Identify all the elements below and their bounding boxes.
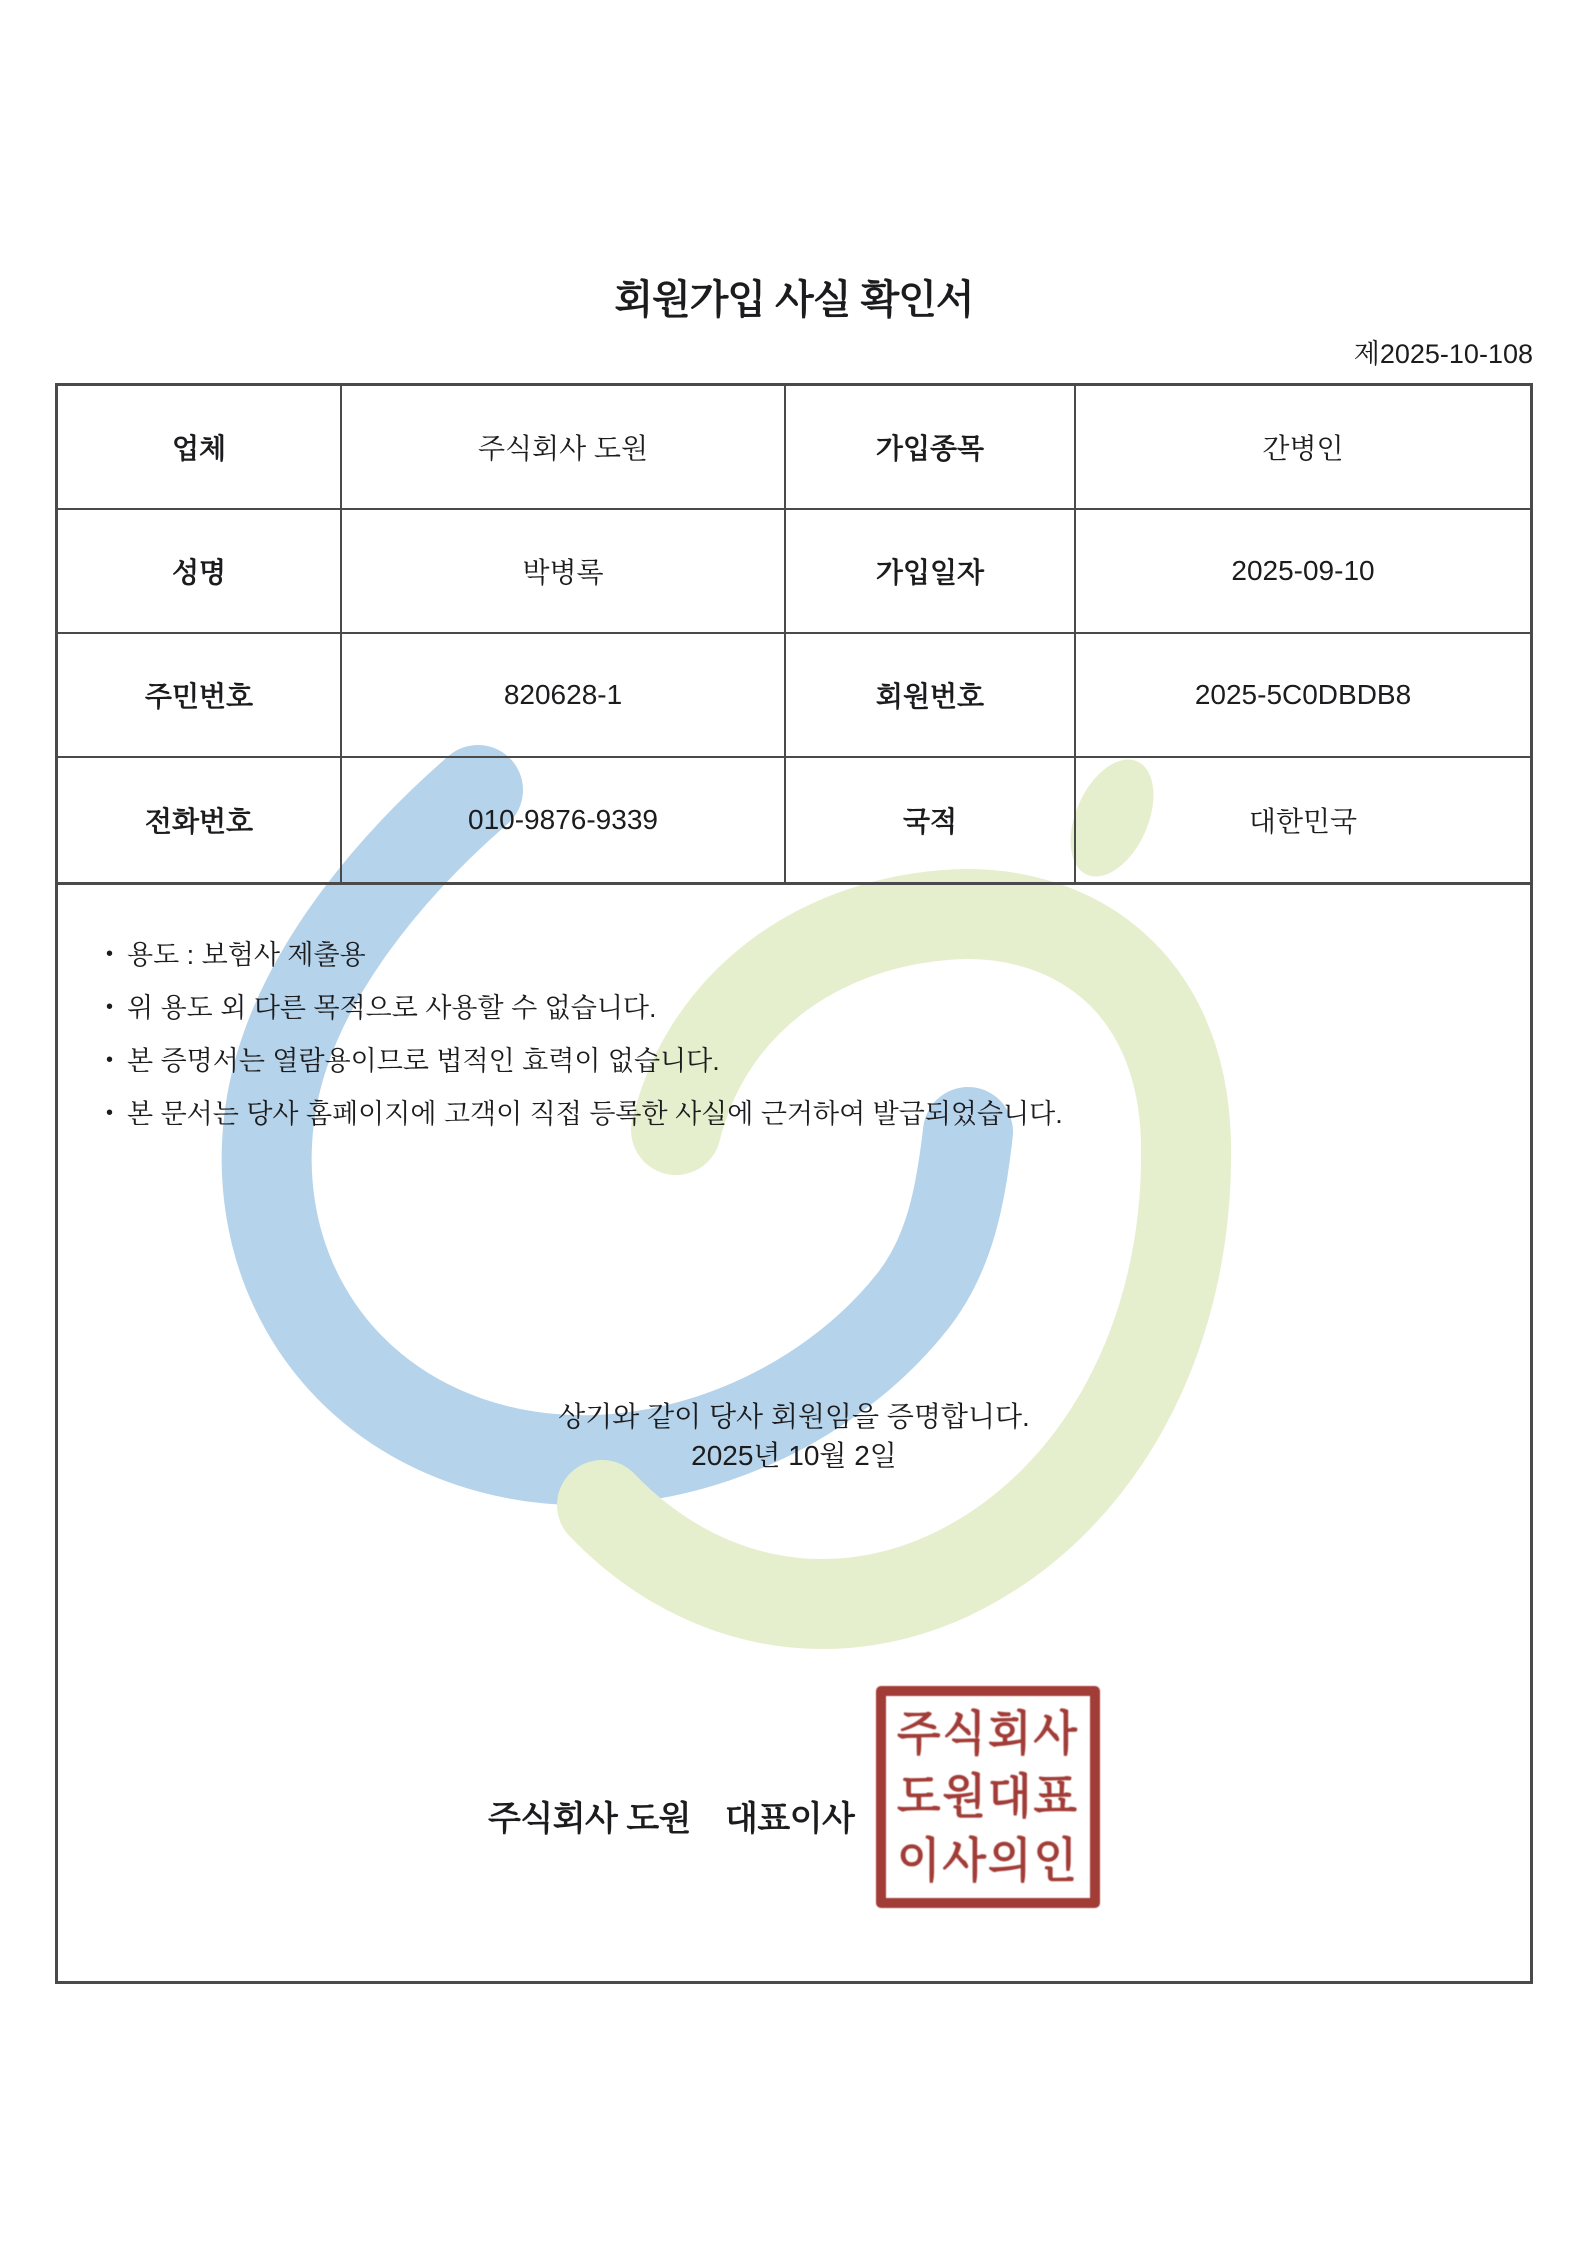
table-label-nationality: 국적: [786, 758, 1076, 882]
certification-line: 상기와 같이 당사 회원임을 증명합니다.: [558, 1401, 1030, 1432]
table-label-membership-type: 가입종목: [786, 386, 1076, 510]
document-number: 제2025-10-108: [1353, 339, 1533, 369]
table-label-member-no: 회원번호: [786, 634, 1076, 758]
table-value-resident-no: 820628-1: [342, 634, 786, 758]
seal-text-row: 주식회사: [897, 1706, 1079, 1761]
table-value-phone: 010-9876-9339: [342, 758, 786, 882]
table-value-nationality: 대한민국: [1248, 806, 1358, 837]
note-text: 본 문서는 당사 홈페이지에 고객이 직접 등록한 사실에 근거하여 발급되었습니다.: [127, 1099, 1063, 1129]
note-item: [106, 1047, 1063, 1076]
note-text: 용도 : 보험사 제출용: [127, 940, 366, 970]
table-label-company: 업체: [58, 386, 342, 510]
table-value-membership-type: 간병인: [1076, 386, 1530, 510]
table-value-company: 주식회사 도원: [342, 386, 786, 510]
note-item: [106, 941, 1063, 970]
certification-statement: [58, 1397, 1530, 1475]
bullet-icon: •: [106, 943, 114, 965]
seal-text-row: 도원대표: [897, 1769, 1079, 1825]
notes-list: [106, 941, 1063, 1153]
note-item: [106, 1100, 1063, 1129]
table-value-join-date: 2025-09-10: [1076, 510, 1530, 634]
member-info-table: [55, 383, 1533, 885]
signature-line: [488, 1791, 854, 1840]
table-label-join-date: 가입일자: [786, 510, 1076, 634]
note-text: 위 용도 외 다른 목적으로 사용할 수 없습니다.: [127, 993, 657, 1023]
note-text: 본 증명서는 열람용이므로 법적인 효력이 없습니다.: [127, 1046, 720, 1076]
table-label-phone: 전화번호: [58, 758, 342, 882]
signature-role: 대표이사: [725, 1800, 855, 1838]
table-value-name: 박병록: [342, 510, 786, 634]
bullet-icon: •: [106, 996, 114, 1018]
corporate-seal-stamp: [876, 1686, 1100, 1908]
table-label-name: 성명: [58, 510, 342, 634]
seal-text-row: 이사의인: [897, 1833, 1079, 1888]
bullet-icon: •: [106, 1049, 114, 1071]
certificate-body-box: [55, 885, 1533, 1984]
note-item: [106, 994, 1063, 1023]
table-label-resident-no: 주민번호: [58, 634, 342, 758]
certification-date: 2025년 10월 2일: [691, 1440, 897, 1471]
page-title: 회원가입 사실 확인서: [614, 278, 974, 322]
table-value-member-no: 2025-5C0DBDB8: [1076, 634, 1530, 758]
signature-company: 주식회사 도원: [488, 1800, 692, 1838]
bullet-icon: •: [106, 1102, 114, 1124]
